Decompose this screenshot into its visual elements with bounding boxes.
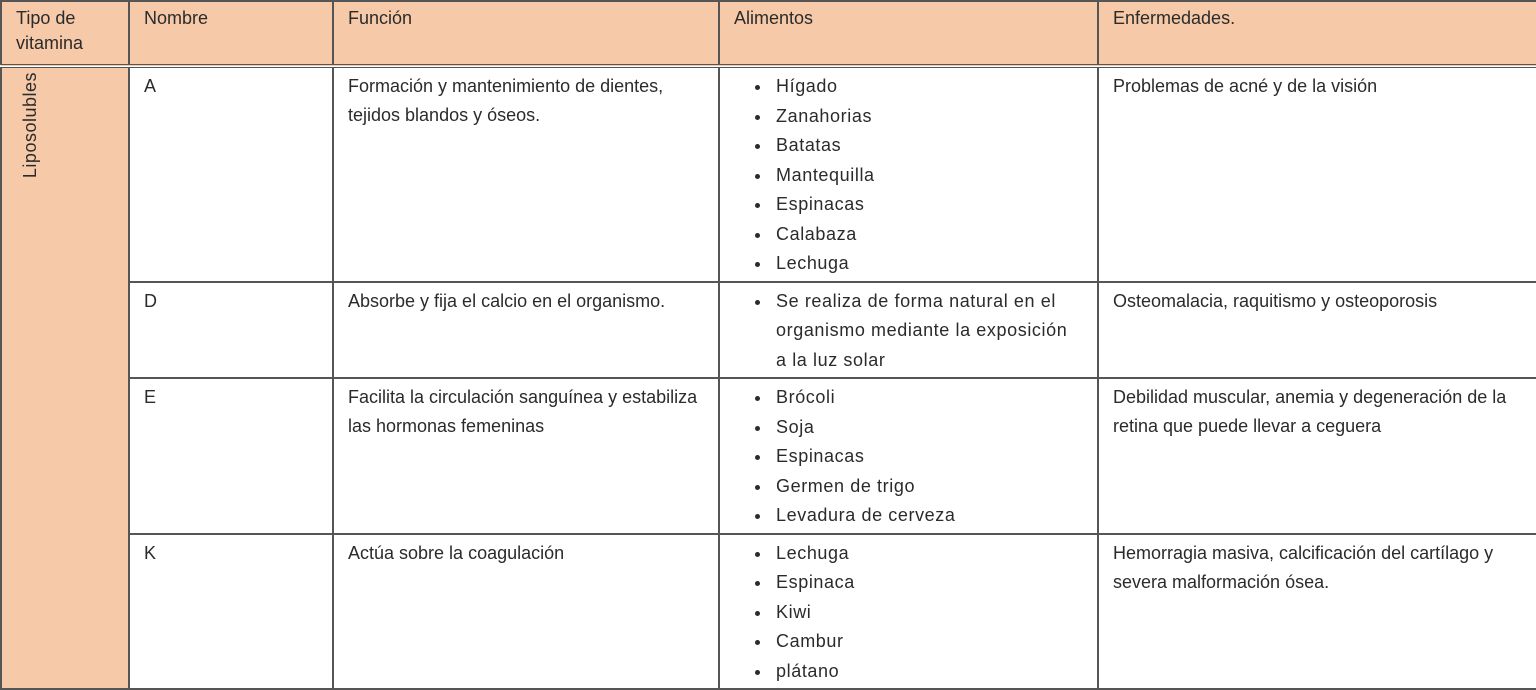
food-item: • Brócoli	[772, 383, 1083, 413]
table-row	[1, 378, 1536, 534]
cell-enfermedades: Osteomalacia, raquitismo y osteoporosis	[1098, 282, 1536, 379]
food-item: • Batatas	[772, 131, 1083, 161]
header-row	[1, 1, 1536, 66]
cell-alimentos	[719, 66, 1098, 282]
cell-nombre: E	[129, 378, 333, 534]
food-item: • Lechuga	[772, 249, 1083, 279]
header-nombre: Nombre	[129, 1, 333, 66]
food-list	[734, 383, 1083, 531]
food-item: • Calabaza	[772, 220, 1083, 250]
header-tipo: Tipo de vitamina	[1, 1, 129, 66]
food-item: • Soja	[772, 413, 1083, 443]
food-item: • Germen de trigo	[772, 472, 1083, 502]
table-row	[1, 66, 1536, 282]
cell-alimentos	[719, 282, 1098, 379]
cell-nombre: K	[129, 534, 333, 690]
header-enfermedades: Enfermedades.	[1098, 1, 1536, 66]
food-item: • Levadura de cerveza	[772, 501, 1083, 531]
cell-enfermedades: Debilidad muscular, anemia y degeneración de la retina que puede llevar a ceguera	[1098, 378, 1536, 534]
food-item: • Espinacas	[772, 190, 1083, 220]
food-item: • Se realiza de forma natural en el organismo mediante la exposición a la luz solar	[772, 287, 1083, 376]
food-item: • Espinacas	[772, 442, 1083, 472]
cell-funcion: Facilita la circulación sanguínea y estabiliza las hormonas femeninas	[333, 378, 719, 534]
cell-alimentos	[719, 378, 1098, 534]
cell-funcion: Actúa sobre la coagulación	[333, 534, 719, 690]
food-item: • Espinaca	[772, 568, 1083, 598]
cell-enfermedades: Problemas de acné y de la visión	[1098, 66, 1536, 282]
table-row	[1, 534, 1536, 690]
cell-funcion: Formación y mantenimiento de dientes, tejidos blandos y óseos.	[333, 66, 719, 282]
table-header	[1, 1, 1536, 66]
cell-nombre: A	[129, 66, 333, 282]
food-list	[734, 539, 1083, 687]
cell-enfermedades: Hemorragia masiva, calcificación del cartílago y severa malformación ósea.	[1098, 534, 1536, 690]
table-row	[1, 282, 1536, 379]
table-body	[1, 66, 1536, 689]
cell-funcion: Absorbe y fija el calcio en el organismo.	[333, 282, 719, 379]
food-list	[734, 287, 1083, 376]
food-item: • Lechuga	[772, 539, 1083, 569]
header-alimentos: Alimentos	[719, 1, 1098, 66]
group-label: Liposolubles	[20, 72, 40, 179]
food-item: • plátano	[772, 657, 1083, 687]
cell-alimentos	[719, 534, 1098, 690]
header-funcion: Función	[333, 1, 719, 66]
food-list	[734, 72, 1083, 279]
food-item: • Mantequilla	[772, 161, 1083, 191]
food-item: • Hígado	[772, 72, 1083, 102]
food-item: • Zanahorias	[772, 102, 1083, 132]
group-cell-liposolubles	[1, 66, 129, 689]
cell-nombre: D	[129, 282, 333, 379]
food-item: • Kiwi	[772, 598, 1083, 628]
food-item: • Cambur	[772, 627, 1083, 657]
